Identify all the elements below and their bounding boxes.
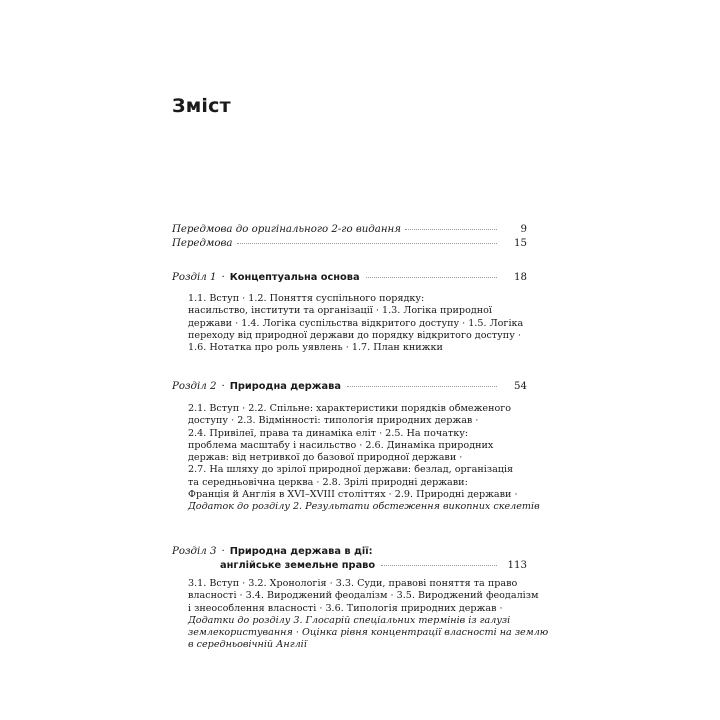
chapter-title: Природна держава в дії: (229, 546, 373, 557)
section-line: і знеособлення власності · 3.6. Типологія природних держав · (188, 602, 503, 614)
section-line: 2.1. Вступ · 2.2. Спільне: характеристики порядків обмеженого (188, 403, 512, 414)
appendix-line: в середньовічній Англії (188, 639, 307, 651)
chapter-title: Концептуальна основа (229, 272, 360, 283)
chapter-page: 18 (514, 272, 527, 283)
section-line: та середньовічна церква · 2.8. Зрілі природні держави: (188, 476, 468, 488)
page-title: Зміст (172, 95, 231, 117)
chapter-sections-1 (188, 293, 524, 354)
dot-leader (237, 243, 497, 244)
toc-entry-page: 15 (514, 238, 527, 249)
chapter-heading-3[interactable] (172, 545, 527, 573)
section-line: власності · 3.4. Вироджений феодалізм · 3.5. Вироджений феодалізм (188, 590, 539, 602)
section-line: доступу · 2.3. Відмінності: типологія природних держав · (188, 415, 479, 427)
section-line: держави · 1.4. Логіка суспільства відкритого доступу · 1.5. Логіка (188, 317, 524, 329)
chapter-label: Розділ 3 (172, 546, 217, 557)
chapter-heading-2[interactable] (172, 380, 527, 394)
chapter-title: Природна держава (229, 381, 341, 392)
appendix-line: землекористування · Оцінка рівня концентрації власності на землю (188, 627, 549, 639)
dot-leader (347, 386, 497, 387)
chapter-heading-1[interactable] (172, 271, 527, 285)
chapter-sections-3 (188, 578, 549, 652)
section-line: Франція й Англія в XVI–XVIII століттях · 2.9. Природні держави · (188, 489, 518, 501)
toc-entry-preface[interactable] (172, 237, 527, 251)
section-line: насильство, інститути та організації · 1.3. Логіка природної (188, 305, 492, 317)
chapter-page: 54 (514, 381, 527, 392)
chapter-label: Розділ 2 (172, 381, 217, 392)
toc-entry-page: 9 (520, 224, 527, 235)
separator-dot: · (221, 272, 225, 283)
toc-entry-title: Передмова (172, 238, 233, 249)
section-line: переходу від природної держави до порядку відкритого доступу · (188, 329, 521, 341)
section-line: проблема масштабу і насильство · 2.6. Динаміка природних (188, 439, 494, 451)
dot-leader (405, 229, 497, 230)
toc-entry-title: Передмова до оригінального 2-го видання (172, 224, 402, 235)
section-line: держав: від нетривкої до базової природної держави · (188, 452, 463, 464)
section-line: 3.1. Вступ · 3.2. Хронологія · 3.3. Суди, правові поняття та право (188, 578, 518, 589)
appendix-line: Додатки до розділу 3. Глосарій спеціальних термінів із галузі (188, 614, 511, 626)
dot-leader (381, 565, 497, 566)
section-line: 1.6. Нотатка про роль уявлень · 1.7. План книжки (188, 342, 443, 354)
chapter-label: Розділ 1 (172, 272, 217, 283)
chapter-page: 113 (507, 560, 527, 571)
separator-dot: · (221, 381, 225, 392)
appendix-line: Додаток до розділу 2. Результати обстеження викопних скелетів (188, 501, 540, 513)
section-line: 2.4. Привілеї, права та динаміка еліт · 2.5. На початку: (188, 427, 469, 439)
section-line: 2.7. На шляху до зрілої природної держави: безлад, організація (188, 464, 514, 476)
toc-entry-preface-original[interactable] (172, 223, 527, 237)
section-line: 1.1. Вступ · 1.2. Поняття суспільного порядку: (188, 293, 425, 304)
chapter-title-continued: англійське земельне право (220, 560, 376, 571)
separator-dot: · (221, 546, 225, 557)
chapter-sections-2 (188, 403, 540, 514)
dot-leader (366, 277, 497, 278)
